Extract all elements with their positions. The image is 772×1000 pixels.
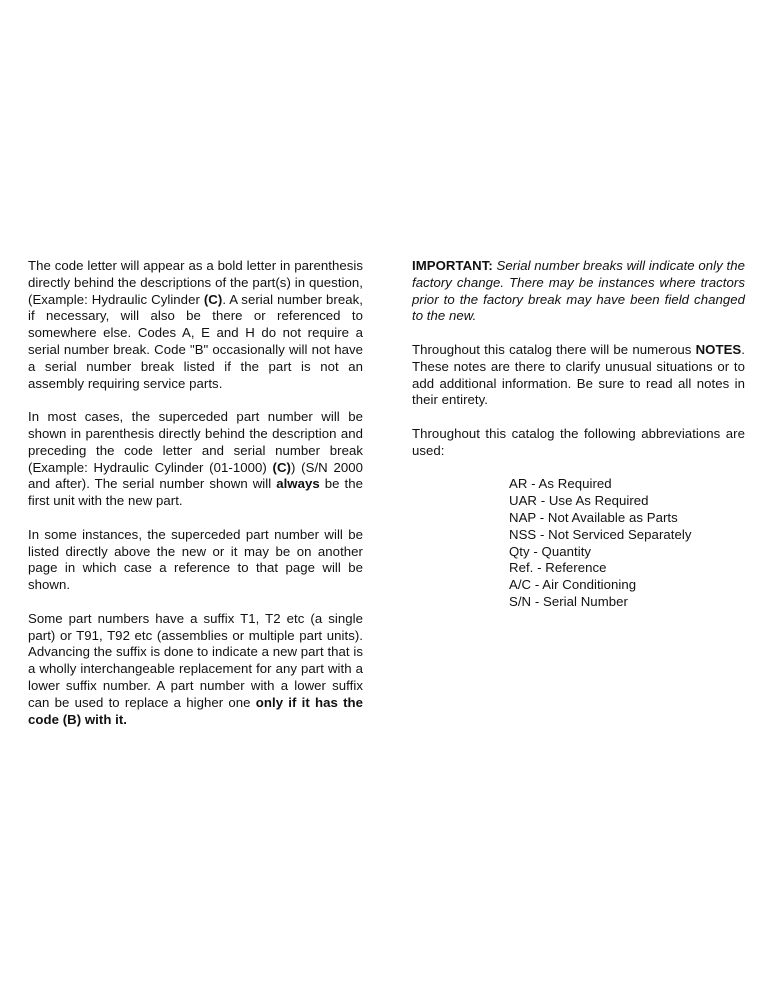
suffix-paragraph <box>28 611 363 729</box>
abbreviation-item: UAR - Use As Required <box>509 493 649 509</box>
code-letter-text-2: . A serial number break, if necessary, will also be there or referenced to somewhere else. Codes A, E and H do not require a serial number break. Code "B" occasionally will not have a serial number break listed if the part is not an assembly requiring service parts. <box>28 291 363 391</box>
abbreviation-item: S/N - Serial Number <box>509 593 628 609</box>
always-bold: always <box>276 476 320 492</box>
abbreviation-item: Qty - Quantity <box>509 543 592 559</box>
superceded-text-2: ) (S/N 2000 and after). The serial number shown will <box>28 459 363 492</box>
important-label: IMPORTANT: <box>412 258 493 273</box>
abbreviation-item: A/C - Air Conditioning <box>509 577 637 593</box>
code-letter-text-1: The code letter will appear as a bold letter in parenthesis directly behind the descriptions of the part(s) in question, (Example: Hydraulic Cylinder <box>28 258 363 307</box>
superceded-location-paragraph: In some instances, the superceded part number will be listed directly above the new or it may be on another page in which case a reference to that page will be shown. <box>28 526 363 593</box>
notes-bold: NOTES <box>695 341 742 357</box>
superceded-text-1: In most cases, the superceded part number will be shown in parenthesis directly behind the description and preceding the code letter and serial number break (Example: Hydraulic Cylinder (01-1000) <box>28 409 363 475</box>
abbreviation-item: AR - As Required <box>509 476 612 492</box>
important-text: Serial number breaks will indicate only the factory change. There may be instances where tractors prior to the factory break may have been field changed to the new. <box>412 258 745 324</box>
notes-paragraph <box>412 342 745 409</box>
abbreviation-item: NAP - Not Available as Parts <box>509 509 678 525</box>
notes-text-1: Throughout this catalog there will be numerous <box>412 341 696 357</box>
superceded-code-bold: (C) <box>272 459 291 475</box>
code-letter-example-bold: (C) <box>203 291 223 307</box>
important-paragraph <box>412 258 745 325</box>
right-column <box>412 258 745 611</box>
suffix-condition-bold: only if it has the code (B) with it. <box>28 694 364 727</box>
abbreviations-intro: Throughout this catalog the following abbreviations are used: <box>412 425 745 458</box>
suffix-text-1: Some part numbers have a suffix T1, T2 etc (a single part) or T91, T92 etc (assemblies or multiple part units). Advancing the suffix is done to indicate a new part that is a wholly interchangeable replacement for any part with a lower suffix number. A part number with a lower suffix can be used to replace a higher one <box>28 610 363 710</box>
abbreviations-list <box>412 476 745 610</box>
abbreviation-item: Ref. - Reference <box>509 560 607 576</box>
left-column <box>28 258 363 745</box>
superceded-text-3: be the first unit with the new part. <box>28 476 363 509</box>
superceded-part-paragraph <box>28 409 363 510</box>
code-letter-paragraph <box>28 258 363 392</box>
notes-text-2: . These notes are there to clarify unusual situations or to add additional information. Be sure to read all notes in their entirety. <box>412 341 745 408</box>
abbreviation-item: NSS - Not Serviced Separately <box>509 526 692 542</box>
